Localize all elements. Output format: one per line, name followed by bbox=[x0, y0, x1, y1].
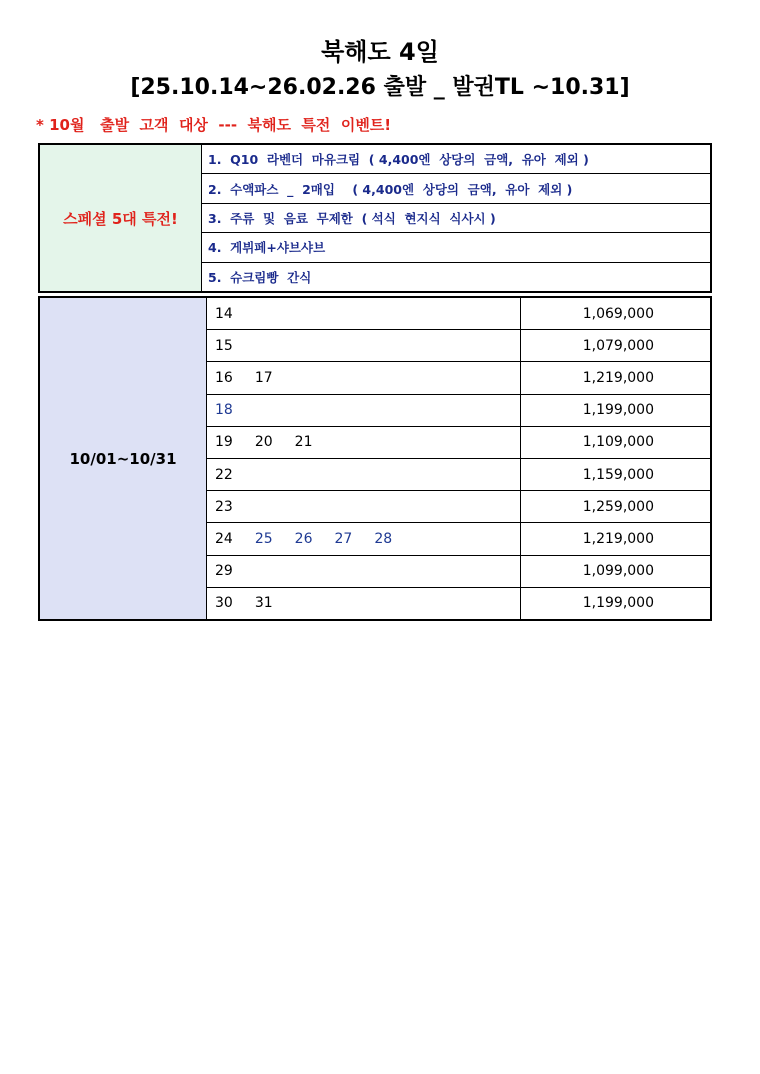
departure-dates bbox=[207, 395, 521, 426]
special-benefits-label: 스페셜 5대 특전! bbox=[40, 145, 202, 291]
table-row bbox=[207, 556, 710, 588]
price-rows bbox=[207, 298, 710, 619]
departure-date: 25 bbox=[254, 531, 273, 548]
tour-price: 1,199,000 bbox=[582, 595, 654, 612]
page-title: 북해도 4일 bbox=[321, 38, 439, 66]
benefit-item: 2. 수액파스 _ 2매입 ( 4,400엔 상당의 금액, 유아 제외 ) bbox=[202, 174, 710, 203]
price-table bbox=[38, 296, 712, 621]
departure-dates bbox=[207, 491, 521, 522]
departure-dates bbox=[207, 588, 521, 619]
departure-date: 30 bbox=[215, 595, 233, 612]
table-row bbox=[207, 523, 710, 555]
departure-date: 26 bbox=[294, 531, 313, 548]
departure-date: 16 bbox=[215, 370, 233, 386]
benefit-item: 4. 게뷔페+샤브샤브 bbox=[202, 233, 710, 262]
table-row bbox=[207, 395, 710, 427]
page-subtitle: [25.10.14~26.02.26 출발 _ 발권TL ~10.31] bbox=[130, 75, 630, 100]
table-row bbox=[207, 330, 710, 362]
departure-dates bbox=[207, 330, 521, 361]
departure-date: 14 bbox=[215, 305, 233, 322]
departure-date: 28 bbox=[374, 531, 393, 548]
departure-date: 17 bbox=[254, 370, 273, 386]
event-notice: * 10월 출발 고객 대상 --- 북해도 특전 이벤트! bbox=[36, 116, 392, 134]
departure-dates bbox=[207, 298, 521, 329]
tour-price: 1,219,000 bbox=[582, 531, 654, 548]
departure-date: 22 bbox=[215, 466, 233, 483]
departure-date: 18 bbox=[215, 402, 233, 419]
period-label: 10/01~10/31 bbox=[40, 298, 207, 619]
departure-dates bbox=[207, 523, 521, 554]
departure-date: 19 bbox=[215, 434, 233, 451]
departure-date: 31 bbox=[254, 595, 273, 612]
departure-dates bbox=[207, 427, 521, 458]
tour-price: 1,109,000 bbox=[582, 434, 654, 451]
tour-price: 1,219,000 bbox=[582, 370, 654, 386]
departure-date: 23 bbox=[215, 498, 233, 515]
departure-date: 24 bbox=[215, 531, 233, 548]
tour-price: 1,069,000 bbox=[582, 305, 654, 322]
departure-date: 29 bbox=[215, 563, 233, 580]
departure-date: 27 bbox=[334, 531, 353, 548]
benefit-item: 3. 주류 및 음료 무제한 ( 석식 현지식 식사시 ) bbox=[202, 204, 710, 233]
departure-date: 15 bbox=[215, 337, 233, 354]
tour-price: 1,159,000 bbox=[582, 466, 654, 483]
tour-price: 1,259,000 bbox=[582, 498, 654, 515]
departure-dates bbox=[207, 556, 521, 587]
table-row bbox=[207, 459, 710, 491]
table-row bbox=[207, 427, 710, 459]
table-row bbox=[207, 298, 710, 330]
tour-price: 1,199,000 bbox=[582, 402, 654, 419]
table-row bbox=[207, 588, 710, 619]
special-benefits-list bbox=[202, 145, 710, 291]
tour-price: 1,079,000 bbox=[582, 337, 654, 354]
tour-price: 1,099,000 bbox=[582, 563, 654, 580]
departure-date: 20 bbox=[254, 434, 273, 451]
table-row bbox=[207, 362, 710, 394]
special-benefits-box bbox=[38, 143, 712, 293]
table-row bbox=[207, 491, 710, 523]
departure-date: 21 bbox=[294, 434, 313, 451]
departure-dates bbox=[207, 362, 521, 393]
departure-dates bbox=[207, 459, 521, 490]
benefit-item: 5. 슈크림빵 간식 bbox=[208, 269, 312, 285]
benefit-item: 1. Q10 라벤더 마유크림 ( 4,400엔 상당의 금액, 유아 제외 ) bbox=[202, 145, 710, 174]
